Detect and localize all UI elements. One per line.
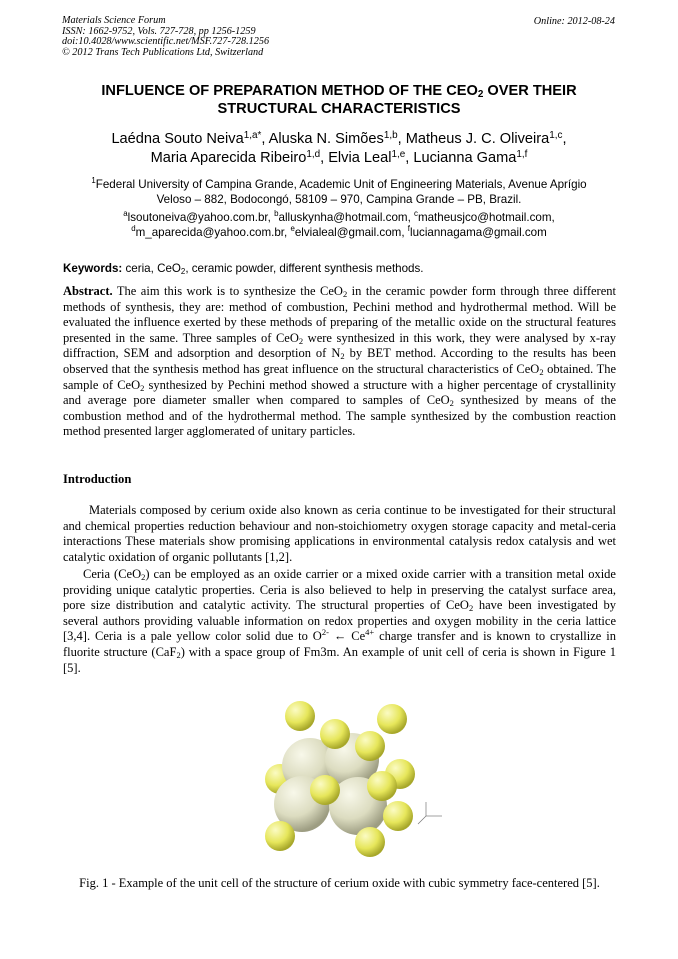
affiliation-line: Federal University of Campina Grande, Academic Unit of Engineering Materials, Avenue Aprígio <box>95 178 587 191</box>
section-heading: Introduction <box>63 472 132 486</box>
email-list <box>62 211 616 240</box>
doi-line: doi:10.4028/www.scientific.net/MSF.727-728.1256 <box>62 36 270 48</box>
oxygen-atom <box>367 771 397 801</box>
title-subscript: 2 <box>477 89 484 100</box>
online-date: Online: 2012-08-24 <box>533 16 615 27</box>
email[interactable]: $^e$elvialeal@gmail.com, <box>290 223 408 239</box>
affiliation-line: Veloso – 882, Bodocongó, 58109 – 970, Campina Grande – PB, Brazil. <box>156 192 522 206</box>
keywords-label: Keywords: <box>63 262 123 275</box>
keywords: Keywords: ceria, CeO$_2$, ceramic powder, different synthesis methods. <box>63 262 424 276</box>
oxygen-atom <box>383 801 413 831</box>
oxygen-atom <box>355 731 385 761</box>
unit-cell-figure <box>240 694 460 864</box>
issn-line: ISSN: 1662-9752, Vols. 727-728, pp 1256-1259 <box>62 25 256 37</box>
title-text-cont: OVER THEIR STRUCTURAL CHARACTERISTICS <box>217 83 577 117</box>
author: Maria Aparecida Ribeiro$^{1,d}$, <box>150 149 329 166</box>
email[interactable]: $^c$matheusjco@hotmail.com, <box>414 209 555 224</box>
author: Lucianna Gama$^{1,f}$ <box>413 149 528 166</box>
copyright-line: © 2012 Trans Tech Publications Ltd, Switzerland <box>62 46 264 58</box>
affiliation-marker: 1 <box>91 176 96 185</box>
ceria-unit-cell-image <box>240 694 460 864</box>
oxygen-atom <box>355 827 385 857</box>
intro-paragraph: Materials composed by cerium oxide also known as ceria continue to be investigated for their structural and chemical properties reduction behaviour and non-stoichiometry oxygen storage capacity and metal-ceria interactions These materials show promising applications in environmental catalysis redox catalysis and wet catalytic oxidation of organic pollutants [1,2]. <box>63 503 616 564</box>
oxygen-atom <box>310 775 340 805</box>
email[interactable]: $^b$alluskynha@hotmail.com, <box>274 209 415 224</box>
oxygen-atom <box>320 719 350 749</box>
author: Laédna Souto Neiva$^{1,a*}$, <box>111 130 269 147</box>
email[interactable]: $^f$luciannagama@gmail.com <box>407 223 547 239</box>
running-header <box>62 16 269 58</box>
oxygen-atom <box>377 704 407 734</box>
author: Matheus J. C. Oliveira$^{1,c}$, <box>405 130 567 147</box>
email[interactable]: $^d$m_aparecida@yahoo.com.br, <box>131 223 291 239</box>
author-list <box>62 130 616 168</box>
oxygen-atom <box>285 701 315 731</box>
intro-paragraph: Ceria (CeO$_2$) can be employed as an oxide carrier or a mixed oxide carrier with a transition metal oxide providing unique catalytic properties. Ceria is also believed to help in preserving the catalyst surface area, pore size distribution and catalytic activity. The structural properties of CeO$_2$ have been investigated by several authors providing valuable information on redox properties and oxygen mobility in the ceria lattice [3,4]. Ceria is a pale yellow color solid due to $O^{2-}$ ← $Ce^{4+}$ charge transfer and is known to crystallize in fluorite structure (CaF$_2$) with a space group of Fm3m. An example of unit cell of ceria is shown in Figure 1 [5]. <box>63 567 616 675</box>
author: Elvia Leal$^{1,e}$, <box>328 149 414 166</box>
axis-indicator <box>418 802 442 824</box>
journal-name: Materials Science Forum <box>62 15 166 26</box>
paper-title <box>62 82 616 118</box>
oxygen-atom <box>265 821 295 851</box>
affiliation <box>62 178 616 207</box>
email[interactable]: $^a$lsoutoneiva@yahoo.com.br, <box>123 209 275 224</box>
abstract: Abstract. The aim this work is to synthesize the CeO$_2$ in the ceramic powder form through three different methods of synthesis, they are: method of combustion, Pechini method and hydrothermal method. Will be evaluated the influence exerted by these methods of preparing of the metallic oxide on the structural features presented in the same. Three samples of CeO$_2$ were synthesized in this work, they were analysed by x-ray diffraction, SEM and adsorption and desorption of $N_2$ by BET method. According to the results has been observed that the synthesis method has great influence on the structural characteristics of CeO$_2$ obtained. The sample of CeO$_2$ synthesized by Pechini method showed a structure with a higher percentage of crystallinity and average pore diameter smaller when compared to samples of CeO$_2$ synthesized by means of the combustion method and of the hydrothermal method. The sample synthesized by the combustion reaction method presented larger agglomerated of unitary particles. <box>63 284 617 439</box>
author: Aluska N. Simões$^{1,b}$, <box>268 130 406 147</box>
figure-caption: Fig. 1 - Example of the unit cell of the structure of cerium oxide with cubic symmetry face-centered [5]. <box>79 876 600 890</box>
abstract-label: Abstract. <box>63 284 113 298</box>
title-text: INFLUENCE OF PREPARATION METHOD OF THE CEO <box>101 83 478 99</box>
